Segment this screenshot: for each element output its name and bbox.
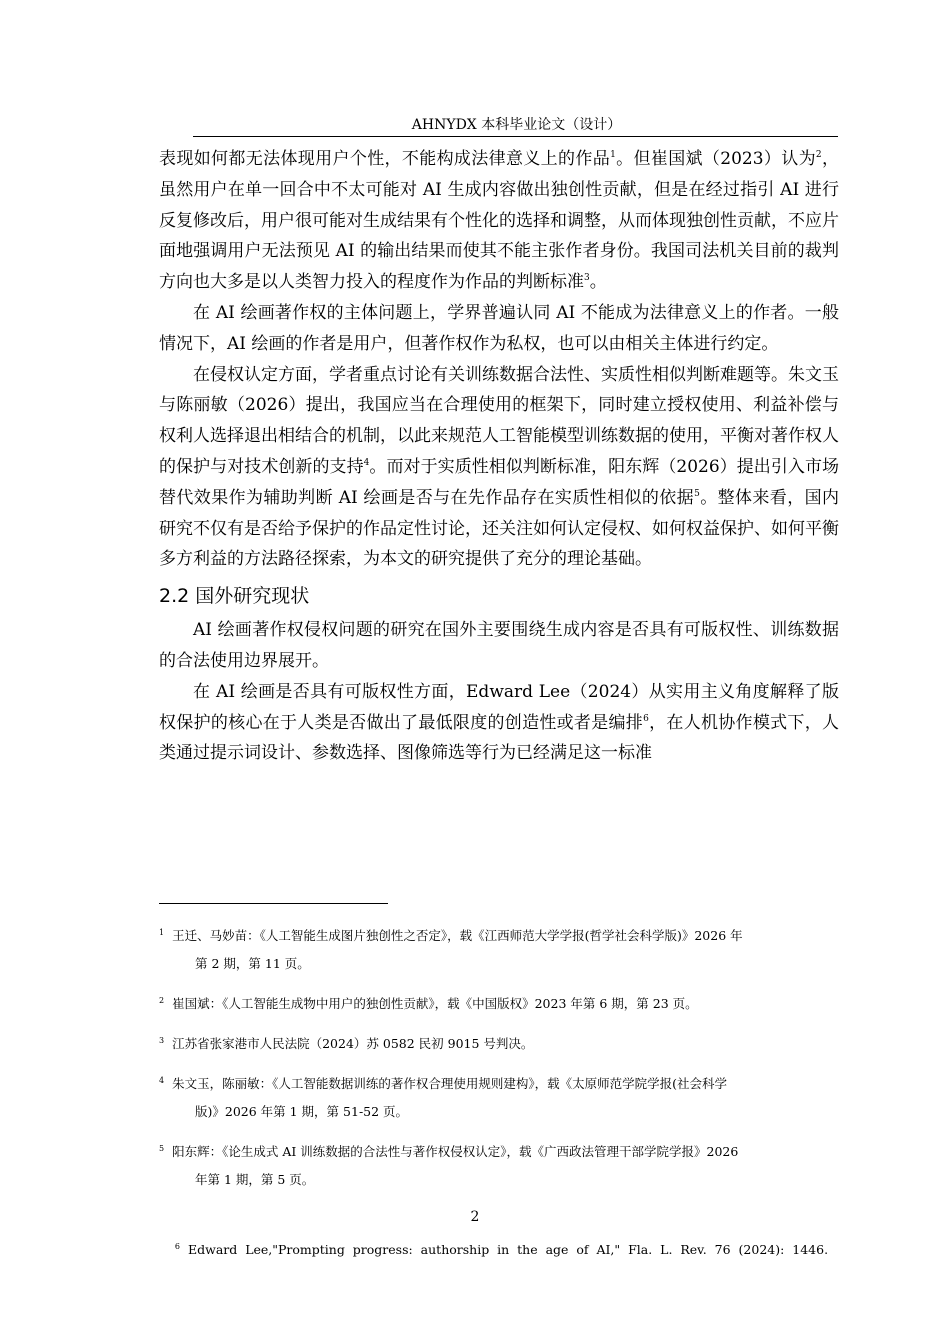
footnote-separator <box>159 903 388 904</box>
text-run: ，在人机协作模式下，人类通过提示词设计、参数选择、图像筛选等行为已经满足这一标准 <box>159 712 840 764</box>
text-run: 。 <box>589 272 607 293</box>
text-run: 表现如何都无法体现用户个性，不能构成法律意义上的作品 <box>159 149 611 169</box>
page-number: 2 <box>470 1209 480 1225</box>
paragraph-1 <box>159 144 839 298</box>
text-run: ，虽然用户在单一回合中不太可能对 AI 生成内容做出独创性贡献，但是在经过指引 AI 进行反复修改后，用户很可能对生成结果有个性化的选择和调整，从而体现独创性贡献，不应片面地强调用户无法预见 AI 的输出结果而使其不能主张作者身份。我国司法机关目前的裁判方向也大多是以人类智力投入的程度作为作品的判断标准 <box>159 149 840 293</box>
header-rule <box>193 136 838 137</box>
footnote-text-cont: 第 2 期，第 11 页。 <box>195 956 310 971</box>
footnote-5 <box>159 1137 831 1195</box>
footnote-text: 阳东辉：《论生成式 AI 训练数据的合法性与著作权侵权认定》，载《广西政法管理干部学院学报》2026 <box>172 1144 739 1159</box>
footnotes <box>159 921 831 1305</box>
footnote-number: 2 <box>159 996 165 1005</box>
paragraph-3 <box>159 360 839 576</box>
footnote-number: 1 <box>159 928 165 937</box>
text-run: 在侵权认定方面，学者重点讨论有关训练数据合法性、实质性相似判断难题等。朱文玉与陈丽敏（2026）提出，我国应当在合理使用的框架下，同时建立授权使用、利益补偿与权利人选择退出相结合的机制，以此来规范人工智能模型训练数据的使用，平衡对著作权人的保护与对技术创新的支持 <box>159 364 839 477</box>
paragraph-2: 在 AI 绘画著作权的主体问题上，学界普遍认同 AI 不能成为法律意义上的作者。一般情况下，AI 绘画的作者是用户，但著作权作为私权，也可以由相关主体进行约定。 <box>159 302 839 354</box>
running-header: AHNYDX 本科毕业论文（设计） <box>411 117 622 133</box>
text-run: 。但崔国斌（2023）认为 <box>615 149 816 169</box>
footnote-3 <box>159 1029 831 1059</box>
text-run: 。整体来看，国内研究不仅有是否给予保护的作品定性讨论，还关注如何认定侵权、如何权益保护、如何平衡多方利益的方法路径探索，为本文的研究提供了充分的理论基础。 <box>159 487 839 570</box>
paragraph-5 <box>159 677 839 769</box>
footnote-ref[interactable]: 5 <box>694 488 700 499</box>
footnote-ref[interactable]: 4 <box>363 457 370 468</box>
main-body <box>159 144 839 769</box>
footnote-2 <box>159 989 831 1019</box>
footnote-number: 4 <box>159 1076 165 1085</box>
paragraph-4: AI 绘画著作权侵权问题的研究在国外主要围绕生成内容是否具有可版权性、训练数据的合法使用边界展开。 <box>159 620 839 671</box>
section-heading: 2.2 国外研究现状 <box>159 585 310 608</box>
footnote-ref[interactable]: 2 <box>815 150 822 160</box>
footnote-number: 5 <box>159 1144 165 1153</box>
footnote-ref[interactable]: 3 <box>584 273 590 284</box>
footnote-text-cont: 版)》2026 年第 1 期，第 51-52 页。 <box>195 1104 409 1119</box>
footnote-text: Edward Lee,"Prompting progress: authorship in the age of AI," Fla. L. Rev. 76 (2024): 1446. <box>188 1242 829 1257</box>
footnote-number: 6 <box>174 1242 180 1251</box>
text-run: 。而对于实质性相似判断标准，阳东辉（2026）提出引入市场替代效果作为辅助判断 AI 绘画是否与在先作品存在实质性相似的依据 <box>159 456 840 508</box>
footnote-ref[interactable]: 1 <box>610 150 616 160</box>
footnote-text-cont: 年第 1 期，第 5 页。 <box>195 1172 315 1187</box>
footnote-text: 王迁、马妙苗：《人工智能生成图片独创性之否定》，载《江西师范大学学报(哲学社会科学版)》2026 年 <box>172 928 743 943</box>
text-run: 在 AI 绘画是否具有可版权性方面，Edward Lee（2024）从实用主义角度解释了版权保护的核心在于人类是否做出了最低限度的创造性或者是编排 <box>159 681 839 733</box>
footnote-4 <box>159 1069 831 1127</box>
footnote-1 <box>159 921 831 979</box>
footnote-text: 崔国斌：《人工智能生成物中用户的独创性贡献》，载《中国版权》2023 年第 6 期，第 23 页。 <box>172 996 698 1011</box>
footnote-ref[interactable]: 6 <box>643 713 649 724</box>
footnote-text: 江苏省张家港市人民法院（2024）苏 0582 民初 9015 号判决。 <box>172 1036 534 1051</box>
footnote-text: 朱文玉，陈丽敏：《人工智能数据训练的著作权合理使用规则建构》，载《太原师范学院学报(社会科学 <box>172 1076 727 1091</box>
footnote-number: 3 <box>159 1036 165 1045</box>
